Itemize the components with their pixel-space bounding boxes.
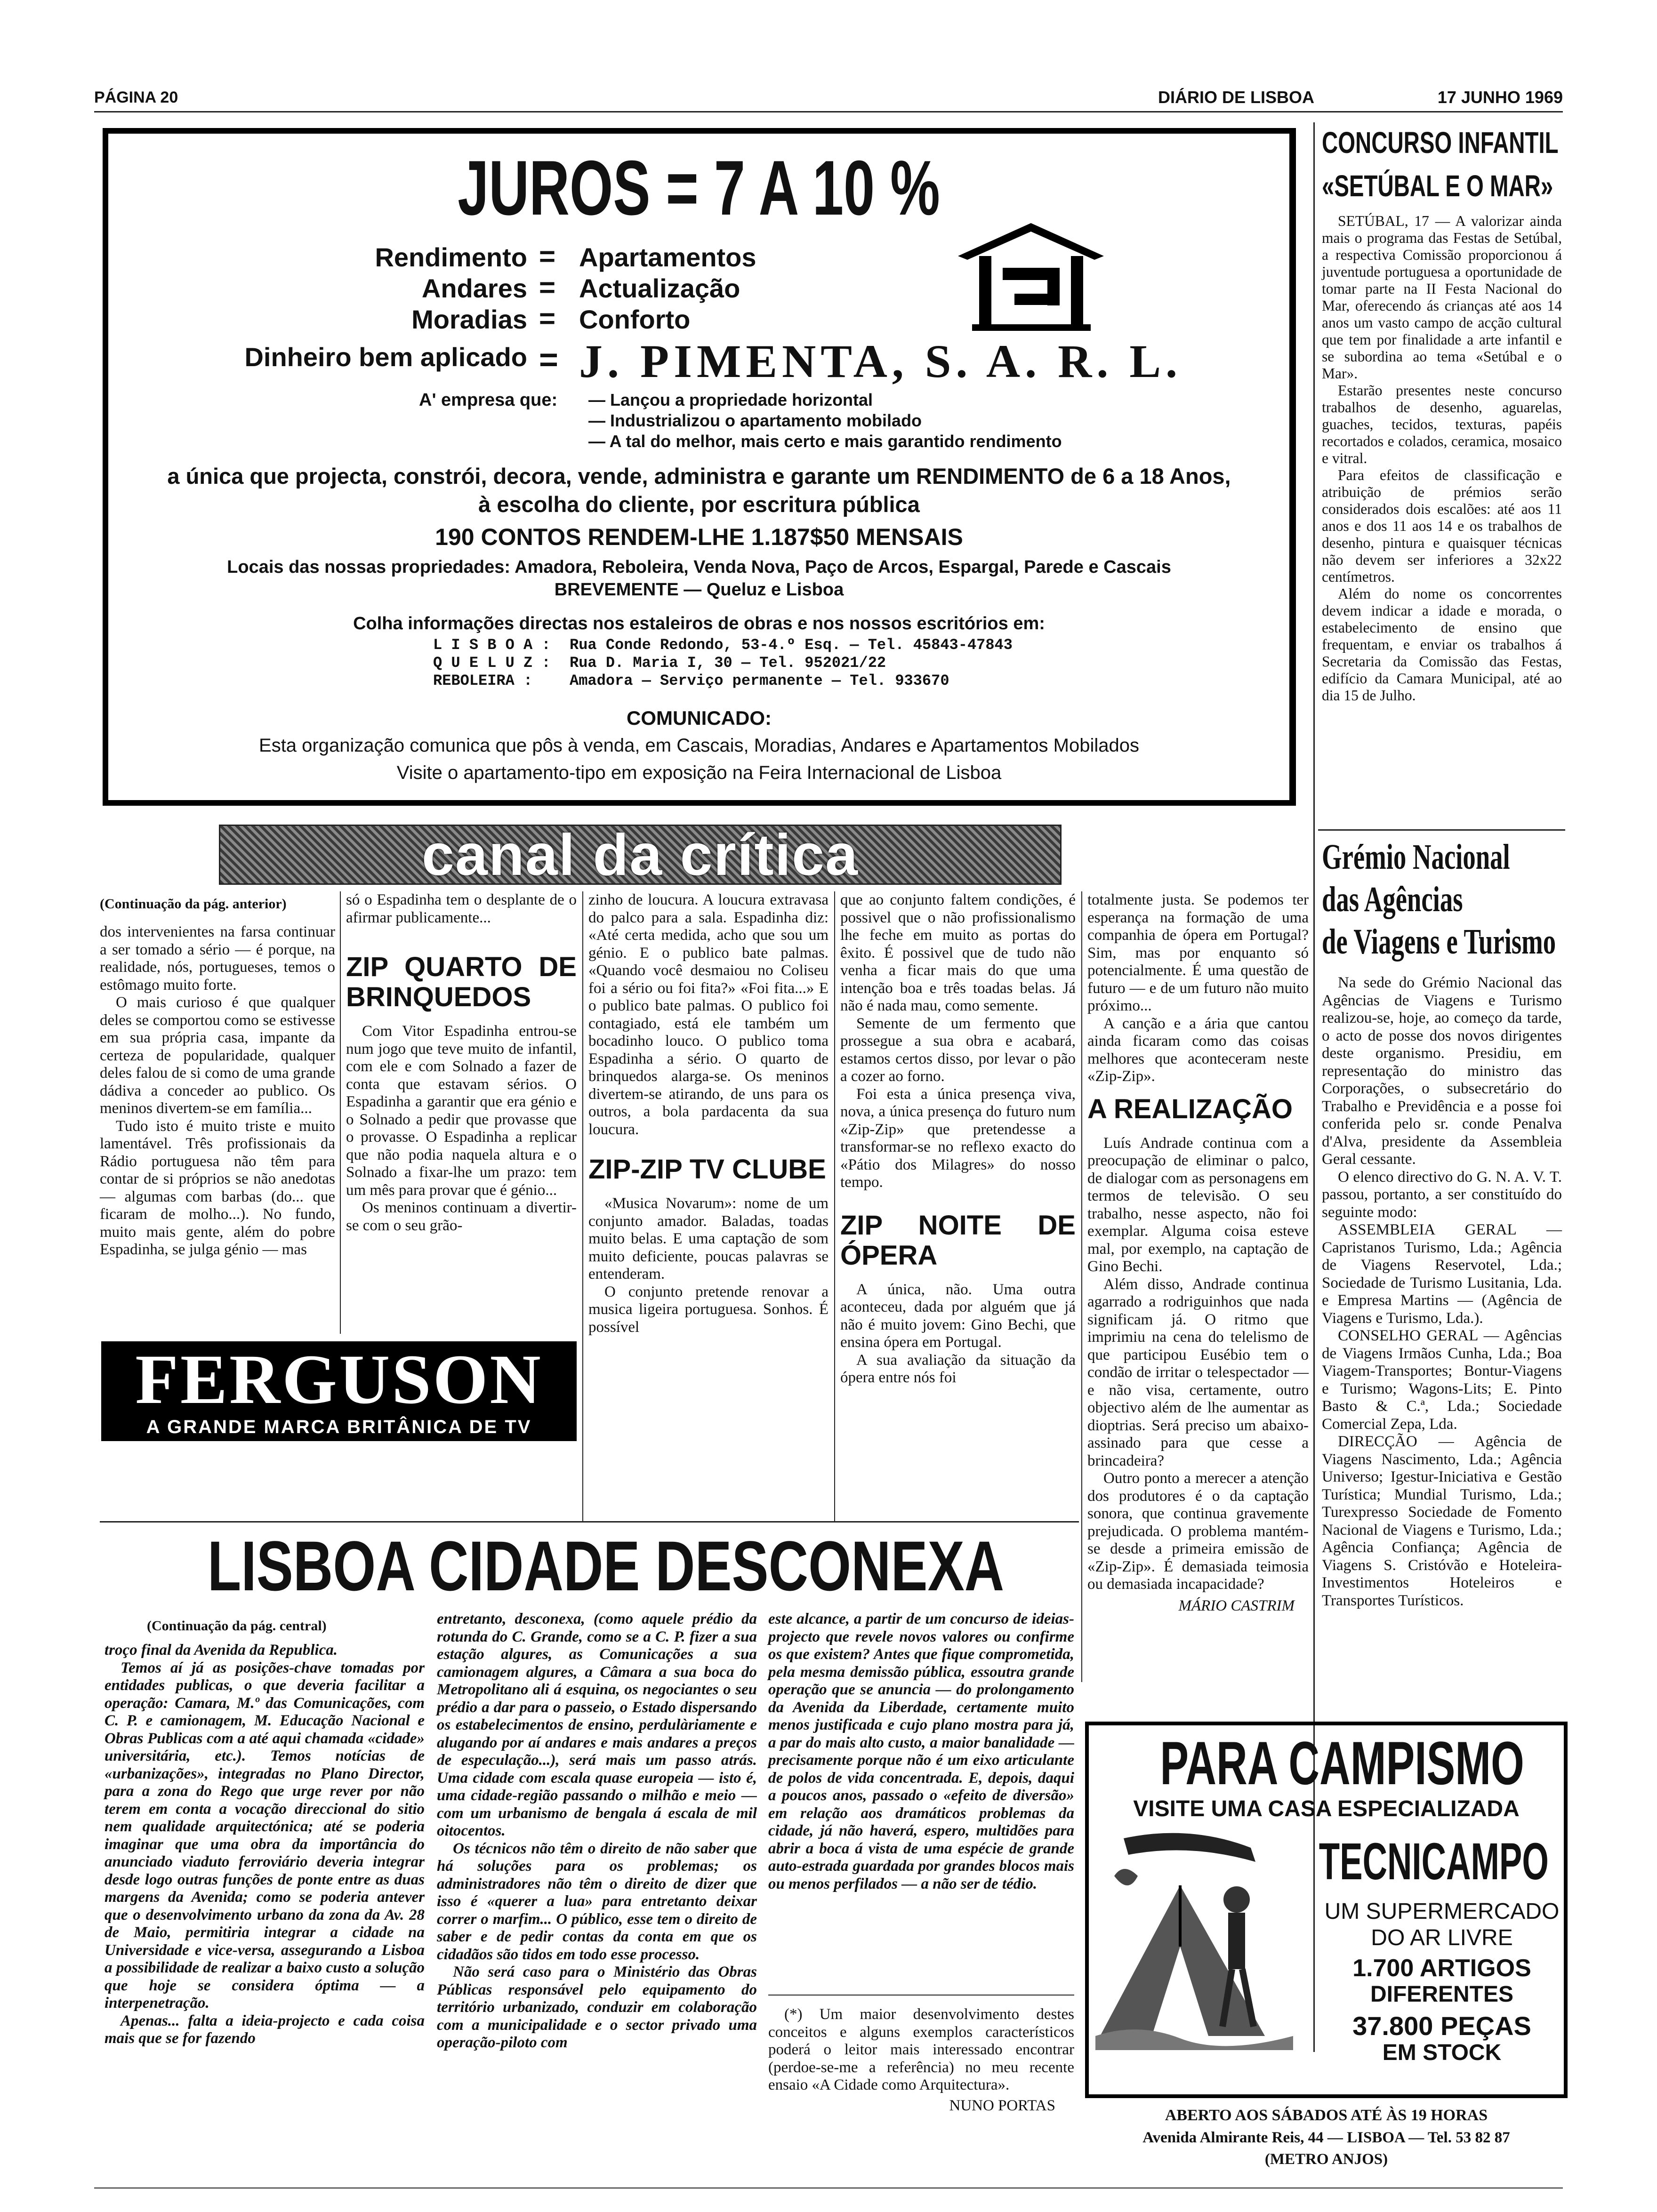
campismo-line-6: EM STOCK [1382,2040,1502,2065]
canal-paragraph: Foi esta a única presença viva, nova, a única presença do futuro num «Zip-Zip» que pretendesse a transformar-se no reflexo exacto do «Pátio dos Milagres» do nosso tempo. [840,1085,1076,1191]
lisboa-top-rule [100,1521,1079,1523]
ferguson-tagline: A GRANDE MARCA BRITÂNICA DE TV [146,1417,532,1437]
canal-paragraph: «Musica Novarum»: nome de um conjunto amador. Baladas, toadas muito belas. E uma captação de som muito deficiente, poucas palavras se entenderam. [588,1195,828,1282]
lisboa-footnote-rule [768,1995,1074,1996]
ad-locais: Locais das nossas propriedades: Amadora, Reboleira, Venda Nova, Paço de Arcos, Espargal, Parede e Cascais [227,557,1171,577]
canal-paragraph: que ao conjunto faltem condições, é possivel que o não profissionalismo lhe feche em muito as portas do êxito. É possivel que de tudo não venha a ficar mais do que uma intenção boa e três toadas belas. Já não é nada mau, como semente. [840,891,1076,1014]
canal-banner-title: canal da crítica [421,823,859,888]
concurso-paragraph: SETÚBAL, 17 — A valorizar ainda mais o programa das Festas de Setúbal, a respectiva Comissão proporcionou á juventude portuguesa a oportunidade de tomar parte na II Festa Nacional do Mar, oferecendo ás crianças até aos 14 anos um vasto campo de acção cultural que tem por finalidade a arte infantil e se subordina ao tema «Setúbal e o Mar». [1322,213,1562,382]
camper-tent-illustration-icon [1095,1829,1293,2050]
page-number: PÁGINA 20 [94,88,178,106]
ad-title: JUROS = 7 A 10 % [458,144,940,231]
ad-colha: Colha informações directas nos estaleiros de obras e nos nossos escritórios em: [353,614,1045,633]
comunicado-text-2: Visite o apartamento-tipo em exposição na Feira Internacional de Lisboa [396,762,1002,783]
canal-paragraph: A única, não. Uma outra aconteceu, dada por alguém que já não é muito jovem: Gino Bechi, que ensina ópera em Portugal. [840,1281,1076,1351]
lisboa-continuation: (Continuação da pág. central) [147,1618,327,1634]
concurso-rule [1318,829,1565,831]
lisboa-footnote-text: (*) Um maior desenvolvimento destes conceitos e alguns exemplos característicos poderá o leitor mais interessado encontrar (perdoe-se-me a referência) no meu recente ensaio «A Cidade como Arquitectura». [768,2006,1074,2093]
eq-left-1: Rendimento [375,242,527,272]
canal-signature: MÁRIO CASTRIM [1178,1597,1295,1614]
campismo-subtitle: VISITE UMA CASA ESPECIALIZADA [1133,1796,1520,1821]
company-name: J. PIMENTA, S. A. R. L. [579,335,1182,387]
eq-left-2: Andares [421,273,527,303]
lisboa-col-1 [105,1642,425,2048]
newspaper-name: DIÁRIO DE LISBOA [1158,88,1315,107]
issue-date: 17 JUNHO 1969 [1437,88,1563,107]
gremio-title-2: das Agências [1322,880,1463,919]
ad-line-1: a única que projecta, constrói, decora, vende, administra e garante um RENDIMENTO de 6 a 18 Anos, [167,464,1231,489]
lisboa-headline: LISBOA CIDADE DESCONEXA [207,1526,1005,1605]
canal-subhead: ZIP-ZIP TV CLUBE [588,1154,826,1185]
gremio-paragraph: DIRECÇÃO — Agência de Viagens Nascimento, Lda.; Agência Universo; Igestur-Iniciativa e Gestão Turística; Mundial Turismo, Lda.; Turexpresso Sociedade de Fomento Nacional de Viagens e Turismo, Lda.; Agência Confiança; Agência de Viagens S. Cristóvão e Hoteleira-Investimentos Hoteleiros e Transportes Turísticos. [1322,1433,1562,1609]
canal-rule-1 [340,891,341,1334]
lisboa-paragraph: Apenas... falta a ideia-projecto e cada coisa mais que se for fazendo [105,2012,425,2047]
ferguson-ad [101,1341,577,1441]
address-line-1: Rua Conde Redondo, 53-4.º Esq. — Tel. 45843-47843 [570,636,1013,654]
campismo-ad [1085,1722,1568,2098]
canal-paragraph: totalmente justa. Se podemos ter esperança na formação de uma companhia de ópera em Portugal? Sim, mas por enquanto só potencialmente. É uma questão de futuro — e de um futuro não muito próximo... [1087,891,1309,1014]
canal-col-5 [1087,891,1309,1615]
canal-paragraph: Os meninos continuam a divertir-se com o seu grão- [346,1199,577,1234]
canal-banner [219,823,1062,888]
canal-paragraph: dos intervenientes na farsa continuar a ser tomado a sério — é porque, na realidade, nós, portugueses, temos o estômago muito forte. [100,923,335,994]
eq-sign-1: = [539,240,556,272]
concurso-title-2: «SETÚBAL E O MAR» [1322,169,1553,203]
header-rule [94,111,1563,112]
campismo-line-4: DIFERENTES [1370,1982,1514,2007]
eq-sign-2: = [539,272,556,303]
lisboa-paragraph: este alcance, a partir de um concurso de ideias-projecto que revele novos valores ou confirme os que existem? Antes que fique comprometida, pela mesma demissão pública, essoutra grande operação que se anuncia — do prolongamento da Avenida da Liberdade, certamente muito menos justificada e cujo plano mostra para já, a par do mais alto custo, a maior banalidade — precisamente porque não é um eixo articulante de polos de vida concentrada. E, depois, daqui a poucos anos, passado o «efeito de diversão» em relação aos dramáticos problemas da cidade, já não haverá, espero, multidões para abrir a boca á vista de uma espécie de grande auto-estrada guardada por grandes blocos mais ou menos perfilados — a não ser de tédio. [768,1611,1074,1892]
lisboa-paragraph: entretanto, desconexa, (como aquele prédio da rotunda do C. Grande, como se a C. P. fizer a sua estação algures, as Comunicações a sua camionagem algures, a Câmara a sua boca do Metropolitano ali á esquina, os negociantes o seu prédio a dar para o passeio, o Estado dispersando os estabelecimentos de ensino, perdulàriamente e alugando por aí andares e mais andares a preços de especulação...), será mais um passo atrás. Uma cidade com escala quase europeia — isto é, uma cidade-região passando o milhão e meio — com um urbanismo de bengala á escala de mil oitocentos. [437,1611,757,1839]
gremio-title-1: Grémio Nacional [1322,837,1510,877]
lisboa-paragraph: Não será caso para o Ministério das Obras Públicas responsável pelo equipamento do território urbanizado, conduzir em colaboração com a municipalidade e o sector privado uma operação-piloto com [437,1964,757,2051]
gremio-paragraph: O elenco directivo do G. N. A. V. T. passou, portanto, a ser constituído do seguinte modo: [1322,1168,1562,1221]
canal-col-3 [588,891,828,1336]
address-place-1: L I S B O A : [433,636,551,654]
eq-left-3: Moradias [411,305,527,334]
concurso-paragraph: Além do nome os concorrentes devem indicar a idade e morada, o estabelecimento de ensino que frequentam, e enviar os trabalhos á Secretaria da Comissão das Festas, edifício da Camara Municipal, até ao dia 15 de Julho. [1322,585,1562,704]
canal-paragraph: Luís Andrade continua com a preocupação de eliminar o palco, de dialogar com as personagens em termos de televisão. O seu trabalho, nesse aspecto, não foi exemplar. Alguma coisa esteve mal, por exemplo, na captação de Gino Bechi. [1087,1134,1309,1275]
gremio-title-3: de Viagens e Turismo [1322,922,1556,962]
campismo-line-2: DO AR LIVRE [1371,1925,1513,1950]
campismo-title: PARA CAMPISMO [1160,1729,1524,1797]
canal-col-2 [346,891,577,1234]
eq-right-2: Actualização [579,273,740,303]
gremio-body [1322,974,1562,1610]
canal-rule-2 [582,891,583,1522]
canal-paragraph: A canção e a ária que cantou ainda ficaram como das coisas melhores que aconteceram neste «Zip-Zip». [1087,1015,1309,1085]
canal-paragraph: só o Espadinha tem o desplante de o afirmar publicamente... [346,891,577,926]
canal-col-1 [100,923,335,1259]
canal-paragraph: O mais curioso é que qualquer deles se comportou como se estivesse em sua própria casa, impante da certeza de popularidade, qualquer deles falou de si como de uma grande dádiva a conceder ao publico. Os meninos divertem-se em família... [100,994,335,1117]
address-place-2: Q U E L U Z : [433,654,551,672]
ad-brevemente: BREVEMENTE — Queluz e Lisboa [554,580,844,600]
comunicado-text-1: Esta organização comunica que pôs à venda, em Cascais, Moradias, Andares e Apartamentos Mobilados [259,735,1139,756]
canal-paragraph: Tudo isto é muito triste e muito lamentável. Três profissionais da Rádio portuguesa não têm para contar de si próprios se não anedotas — algumas com barbas (do... que ficaram de molho...). No fundo, muito mais gente, além do pobre Espadinha, se julga génio — mas [100,1117,335,1258]
concurso-paragraph: Estarão presentes neste concurso trabalhos de desenho, aguarelas, guaches, tecidos, texturas, papéis recortados e colados, ceramica, mosaico e vitral. [1322,382,1562,466]
lisboa-footnote [768,2006,1074,2115]
eq-sign-3: = [539,303,556,334]
eq-right-3: Conforto [579,305,691,334]
empresa-item-3: — A tal do melhor, mais certo e mais garantido rendimento [588,432,1062,451]
ad-line-2: à escolha do cliente, por escritura pública [478,492,920,517]
empresa-item-2: — Industrializou o apartamento mobilado [588,411,922,430]
campismo-metro: (METRO ANJOS) [1264,2151,1388,2168]
pimenta-logo-icon [958,223,1104,336]
page-header [94,85,1563,113]
canal-rule-4 [1081,891,1082,1682]
campismo-aberto: ABERTO AOS SÁBADOS ATÉ ÀS 19 HORAS [1165,2107,1488,2124]
campismo-line-3: 1.700 ARTIGOS [1352,1955,1531,1982]
canal-col-4 [840,891,1076,1387]
address-place-3: REBOLEIRA : [433,672,533,689]
gremio-paragraph: Na sede do Grémio Nacional das Agências de Viagens e Turismo realizou-se, hoje, ao começo da tarde, o acto de posse dos novos dirigentes deste organismo. Presidiu, em representação do ministro das Corporações, o subsecretário do Trabalho e Previdência e a posse foi conferida pelo sr. conde Penalva d'Alva, presidente da Assembleia Geral cessante. [1322,974,1562,1168]
canal-subhead: A REALIZAÇÃO [1087,1093,1293,1124]
canal-subhead: ZIP QUARTO DE BRINQUEDOS [346,952,577,1012]
ad-line-3: 190 CONTOS RENDEM-LHE 1.187$50 MENSAIS [435,524,963,550]
canal-paragraph: Com Vitor Espadinha entrou-se num jogo que teve muito de infantil, com ele e com Solnado a fazer de conta que estavam sérios. O Espadinha a garantir que era génio e o Solnado a pedir que provasse que o provasse. O Espadinha a replicar que não podia naquela altura e o Solnado a fixar-lhe um prazo: tem um mês para provar que é génio... [346,1023,577,1199]
canal-paragraph: zinho de loucura. A loucura extravasa do palco para a sala. Espadinha diz: «Até certa medida, acho que sou um génio. E o publico bate palmas. «Quando você desmaiou no Coliseu foi a sério ou foi fita?» «Foi fita...» E o publico bate palmas. O publico foi contagiado, está ele também um bocadinho louco. O publico toma Espadinha a sério. O quarto de brinquedos alarga-se. Os meninos divertem-se atirando, de uns para os outros, a bola pardacenta da sua loucura. [588,891,828,1138]
canal-paragraph: O conjunto pretende renovar a musica ligeira portuguesa. Sonhos. É possível [588,1283,828,1336]
empresa-label: A' empresa que: [419,390,558,410]
lisboa-paragraph: troço final da Avenida da Republica. [105,1642,338,1659]
empresa-item-1: — Lançou a propriedade horizontal [588,390,873,409]
campismo-line-5: 37.800 PEÇAS [1352,2011,1531,2041]
campismo-brand: TECNICAMPO [1319,1833,1549,1891]
eq-left-4: Dinheiro bem aplicado [244,342,527,372]
ferguson-brand: FERGUSON [135,1340,543,1419]
lisboa-signature: NUNO PORTAS [949,2097,1055,2114]
eq-sign-4: = [539,341,558,378]
canal-rule-3 [834,891,835,1522]
campismo-line-1: UM SUPERMERCADO [1324,1899,1560,1924]
lisboa-paragraph: Temos aí já as posições-chave tomadas por entidades publicas, o que deveria facilitar a operação: Camara, M.º das Comunicações, com C. P. e camionagem, M. Educação Nacional e Obras Publicas com a até aqui chamada «cidade» universitária, etc.). Temos notícias de «urbanizações», integradas no Plano Director, para a zona do Rego que urge rever por não terem em conta a vocação direccional do sitio nem qualidade arquitectónica; até se poderia imaginar que uma obra da importância do anunciado viaduto ferroviário deveria integrar desde logo outras funções de ponte entre as duas margens da Avenida; como se poderia antever que o desenvolvimento urbano da zona da Av. 28 de Maio, permitiria integrar a cidade na Universidade e vice-versa, assegurando a Lisboa a possibilidade de realizar a baixo custo a solução que hoje se considera óptima — a interpenetração. [105,1659,425,2012]
gremio-paragraph: CONSELHO GERAL — Agências de Viagens Irmãos Cunha, Lda.; Boa Viagem-Transportes; Bontur-Viagens e Turismo; Wagons-Lits; E. Pinto Basto & C.ª, Lda.; Sociedade Comercial Zepa, Lda. [1322,1327,1562,1433]
concurso-paragraph: Para efeitos de classificação e atribuição de prémios serão considerados dois escalões: até aos 11 anos e dos 11 aos 14 e os trabalhos de desenho, pintura e quaisquer técnicas não devem ser inferiores a 32x22 centímetros. [1322,467,1562,585]
canal-subhead: ZIP NOITE DE ÓPERA [840,1210,1076,1271]
address-line-2: Rua D. Maria I, 30 — Tel. 952021/22 [570,654,886,672]
campismo-address: Avenida Almirante Reis, 44 — LISBOA — Tel. 53 82 87 [1142,2129,1510,2146]
lisboa-col-3 [768,1611,1074,1893]
gremio-paragraph: ASSEMBLEIA GERAL — Capristanos Turismo, Lda.; Agência de Viagens Reservotel, Lda.; Sociedade de Turismo Lusitania, Lda. e Empresa Martins — (Agência de Viagens e Turismo, Lda.). [1322,1221,1562,1327]
pimenta-ad [103,128,1296,806]
lisboa-paragraph: Os técnicos não têm o direito de não saber que há soluções para os problemas; os administradores não têm o direito de dizer que isso é «querer a lua» para entretanto deixar correr o marfim... O público, esse tem o direito de saber e de pedir contas da conta em que os cidadãos são tidos em todo esse processo. [437,1840,757,1963]
eq-right-1: Apartamentos [579,242,756,272]
concurso-article [1322,126,1567,823]
concurso-body [1322,213,1562,704]
gremio-article [1322,837,1567,1609]
canal-paragraph: Além disso, Andrade continua agarrado a rodriguinhos que nada significam já. O ritmo que imprimiu na cena do telelismo de que participou Eusébio tem o condão de irritar o telespectador — e não visa, certamente, outro objectivo além de lhe aumentar as dioptrias. Será preciso um abaixo-assinado para que cesse a brincadeira? [1087,1275,1309,1469]
concurso-title-1: CONCURSO INFANTIL [1322,126,1559,160]
canal-paragraph: Outro ponto a merecer a atenção dos produtores é o da captação sonora, que continua gravemente prejudicada. O problema mantém-se desde a primeira emissão de «Zip-Zip». É demasiada teimosia ou demasiada incapacidade? [1087,1470,1309,1593]
canal-continuation: (Continuação da pág. anterior) [100,896,287,912]
lisboa-col-2 [437,1611,757,2052]
canal-paragraph: A sua avaliação da situação da ópera entre nós foi [840,1351,1076,1386]
canal-paragraph: Semente de um fermento que prossegue a sua obra e acabará, estamos certos disso, por levar o pão a cozer ao forno. [840,1015,1076,1085]
address-line-3: Amadora — Serviço permanente — Tel. 933670 [570,672,949,689]
comunicado-title: COMUNICADO: [627,707,772,729]
